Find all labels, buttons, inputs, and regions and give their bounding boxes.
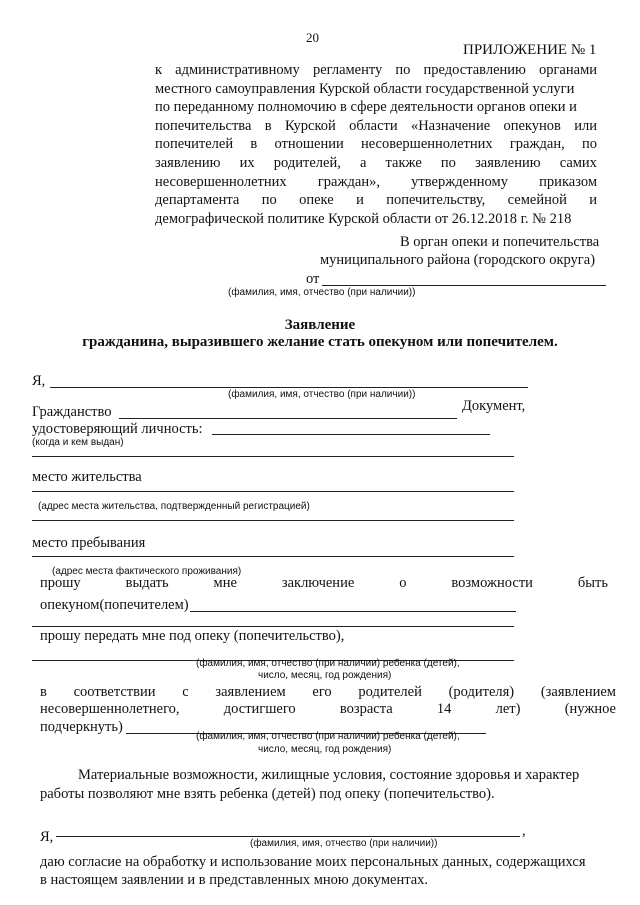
appendix-word: несовершеннолетних <box>360 136 493 153</box>
word: в <box>40 684 47 700</box>
appendix-word: их <box>239 155 255 171</box>
word: достигшего <box>223 701 296 717</box>
document-title: Заявление <box>284 317 356 333</box>
i-label-2: Я, <box>40 829 54 845</box>
issued-hint: (когда и кем выдан) <box>32 437 124 448</box>
appendix-word: в <box>264 117 272 134</box>
appendix-line <box>155 155 597 172</box>
appendix-title: ПРИЛОЖЕНИЕ № 1 <box>463 42 597 58</box>
applicant-name-hint: (фамилия, имя, отчество (при наличии)) <box>228 389 416 400</box>
word: заключение <box>281 575 355 591</box>
material-line-2: работы позволяют мне взять ребенка (детей) под опеку (попечительство). <box>40 786 495 802</box>
word: заявлением <box>215 684 286 700</box>
from-hint: (фамилия, имя, отчество (при наличии)) <box>228 287 416 298</box>
consent-line-2: в настоящем заявлении и в представленных мною документах. <box>40 872 429 888</box>
appendix-word: демографической политике Курской области от 26.12.2018 г. № 218 <box>155 210 572 227</box>
appendix-word: граждан, <box>509 136 565 153</box>
minor-line <box>40 701 616 718</box>
appendix-word: семейной <box>507 192 567 209</box>
word: (заявлением <box>540 684 616 700</box>
appendix-word: местного самоуправления Курской области государственной услуги <box>155 80 575 97</box>
consent-line-1: даю согласие на обработку и использование моих персональных данных, содержащихся <box>40 854 586 870</box>
appendix-word: родителей, <box>273 155 341 171</box>
appendix-word: или <box>574 117 597 134</box>
appendix-word: по <box>395 62 411 78</box>
appendix-word: к <box>155 62 163 78</box>
page-number: 20 <box>306 30 319 45</box>
accordance-line <box>40 684 616 701</box>
word: быть <box>577 575 608 591</box>
word: мне <box>213 575 237 591</box>
appendix-line <box>155 118 597 135</box>
residence-label: место жительства <box>32 469 142 485</box>
i-label: Я, <box>32 373 46 389</box>
appendix-word: отношении <box>274 136 344 153</box>
appendix-line <box>155 62 597 79</box>
appendix-word: попечительства <box>155 117 252 134</box>
appendix-word: области <box>349 117 398 134</box>
word: несовершеннолетнего, <box>40 701 180 717</box>
from-label: от <box>306 271 320 287</box>
appendix-word: приказом <box>539 173 597 190</box>
word: возможности <box>451 575 533 591</box>
appendix-word: Курской <box>284 117 336 134</box>
word: (родителя) <box>448 684 515 700</box>
consent-name-field[interactable] <box>56 836 520 837</box>
appendix-word: попечителей <box>155 136 234 153</box>
request-field-2[interactable] <box>32 626 514 627</box>
addressee-line-1: В орган опеки и попечительства <box>400 234 600 250</box>
from-field[interactable] <box>322 285 606 286</box>
word: 14 <box>436 701 452 717</box>
stay-field[interactable] <box>32 556 514 557</box>
word: его <box>312 684 332 700</box>
appendix-word: граждан», <box>317 173 380 190</box>
addressee-line-2: муниципального района (городского округа) <box>320 252 596 268</box>
id-document-label: удостоверяющий личность: <box>32 421 203 437</box>
appendix-word: административному <box>175 62 300 78</box>
document-label: Документ, <box>462 398 526 414</box>
residence-hint: (адрес места жительства, подтвержденный регистрацией) <box>38 501 310 512</box>
stay-label: место пребывания <box>32 535 146 551</box>
appendix-word: в <box>250 136 258 153</box>
appendix-line <box>155 174 597 191</box>
appendix-line <box>155 99 577 116</box>
citizenship-field[interactable] <box>119 418 457 419</box>
appendix-word: по <box>581 136 597 153</box>
consent-name-hint: (фамилия, имя, отчество (при наличии)) <box>250 838 438 849</box>
citizenship-label: Гражданство <box>32 404 112 420</box>
request-line <box>40 575 608 592</box>
word: возраста <box>339 701 393 717</box>
word: о <box>399 575 407 591</box>
word: (нужное <box>564 701 616 717</box>
appendix-word: по <box>261 192 277 209</box>
appendix-word: органами <box>538 62 597 78</box>
child-hint-1: (фамилия, имя, отчество (при наличии) ребенка (детей), <box>196 658 460 669</box>
appendix-line <box>155 192 597 209</box>
consent-comma: , <box>522 823 526 839</box>
underline-label: подчеркнуть) <box>40 719 123 735</box>
appendix-word: попечительству, <box>386 192 486 209</box>
appendix-word: «Назначение <box>410 117 491 134</box>
appendix-word: заявлению <box>155 155 221 171</box>
residence-field[interactable] <box>32 491 514 492</box>
word: родителей <box>358 684 422 700</box>
appendix-word: а <box>359 155 367 171</box>
word: лет) <box>495 701 521 717</box>
appendix-line <box>155 136 597 153</box>
child-hint-3: (фамилия, имя, отчество (при наличии) ребенка (детей), <box>196 731 460 742</box>
appendix-word: опекунов <box>503 117 561 134</box>
appendix-word: регламенту <box>312 62 383 78</box>
appendix-word: и <box>356 192 364 209</box>
transfer-label: прошу передать мне под опеку (попечительство), <box>40 628 345 644</box>
appendix-word: несовершеннолетних <box>155 173 287 190</box>
appendix-word: самих <box>559 155 597 171</box>
id-document-field[interactable] <box>212 434 490 435</box>
appendix-word: предоставлению <box>423 62 526 78</box>
appendix-word: по <box>440 155 456 171</box>
id-document-field-2[interactable] <box>32 456 514 457</box>
appendix-line <box>155 81 574 98</box>
word: соответствии <box>73 684 156 700</box>
document-subtitle: гражданина, выразившего желание стать опекуном или попечителем. <box>82 334 558 350</box>
appendix-word: опеке <box>299 192 334 209</box>
word: с <box>182 684 189 700</box>
request-field[interactable] <box>190 611 516 612</box>
appendix-word: по переданному полномочию в сфере деятельности органов опеки и <box>155 99 577 116</box>
request-line-2: опекуном(попечителем) <box>40 597 189 613</box>
child-hint-2: число, месяц, год рождения) <box>258 670 392 681</box>
appendix-word: заявлению <box>475 155 541 171</box>
child-hint-4: число, месяц, год рождения) <box>258 744 392 755</box>
appendix-word: утвержденному <box>411 173 508 190</box>
word: прошу <box>40 575 81 591</box>
word: выдать <box>125 575 169 591</box>
applicant-name-field[interactable] <box>50 387 528 388</box>
appendix-word: также <box>385 155 422 171</box>
appendix-line <box>155 211 571 228</box>
stay-hint: (адрес места фактического проживания) <box>52 566 242 577</box>
material-line-1: Материальные возможности, жилищные условия, состояние здоровья и характер <box>78 767 580 783</box>
residence-field-2[interactable] <box>32 520 514 521</box>
appendix-word: и <box>589 192 597 209</box>
appendix-word: департамента <box>155 192 240 209</box>
